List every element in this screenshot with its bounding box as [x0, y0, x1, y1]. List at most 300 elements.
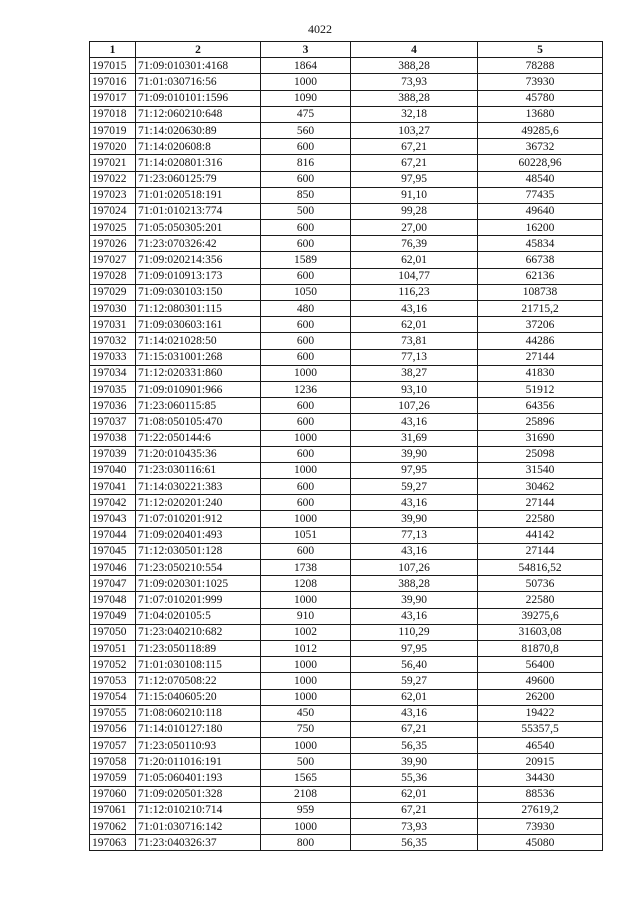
row-number-cell: 197048 — [90, 592, 136, 608]
cadastral-number-cell: 71:23:050118:89 — [136, 640, 261, 656]
row-number-cell: 197035 — [90, 381, 136, 397]
cadastral-number-cell: 71:05:050305:201 — [136, 220, 261, 236]
rate-cell: 56,35 — [351, 738, 478, 754]
area-cell: 600 — [261, 220, 351, 236]
row-number-cell: 197029 — [90, 284, 136, 300]
table-row — [90, 592, 603, 608]
rate-cell: 73,81 — [351, 333, 478, 349]
value-cell: 41830 — [478, 365, 603, 381]
rate-cell: 39,90 — [351, 592, 478, 608]
table-row — [90, 187, 603, 203]
area-cell: 1090 — [261, 90, 351, 106]
value-cell: 22580 — [478, 592, 603, 608]
area-cell: 600 — [261, 414, 351, 430]
rate-cell: 388,28 — [351, 58, 478, 74]
value-cell: 27144 — [478, 495, 603, 511]
row-number-cell: 197040 — [90, 462, 136, 478]
rate-cell: 62,01 — [351, 786, 478, 802]
rate-cell: 55,36 — [351, 770, 478, 786]
table-header — [90, 42, 603, 58]
cadastral-number-cell: 71:20:011016:191 — [136, 754, 261, 770]
rate-cell: 97,95 — [351, 640, 478, 656]
value-cell: 49285,6 — [478, 122, 603, 138]
cadastral-number-cell: 71:08:060210:118 — [136, 705, 261, 721]
value-cell: 48540 — [478, 171, 603, 187]
area-cell: 850 — [261, 187, 351, 203]
value-cell: 27619,2 — [478, 802, 603, 818]
row-number-cell: 197038 — [90, 430, 136, 446]
rate-cell: 116,23 — [351, 284, 478, 300]
value-cell: 73930 — [478, 819, 603, 835]
cadastral-number-cell: 71:14:020630:89 — [136, 122, 261, 138]
row-number-cell: 197032 — [90, 333, 136, 349]
area-cell: 600 — [261, 333, 351, 349]
rate-cell: 59,27 — [351, 673, 478, 689]
value-cell: 46540 — [478, 738, 603, 754]
row-number-cell: 197062 — [90, 819, 136, 835]
value-cell: 60228,96 — [478, 155, 603, 171]
table-row — [90, 317, 603, 333]
area-cell: 600 — [261, 236, 351, 252]
row-number-cell: 197023 — [90, 187, 136, 203]
value-cell: 25098 — [478, 446, 603, 462]
area-cell: 959 — [261, 802, 351, 818]
table-row — [90, 365, 603, 381]
row-number-cell: 197033 — [90, 349, 136, 365]
rate-cell: 43,16 — [351, 495, 478, 511]
area-cell: 1000 — [261, 511, 351, 527]
area-cell: 600 — [261, 479, 351, 495]
row-number-cell: 197030 — [90, 301, 136, 317]
table-row — [90, 462, 603, 478]
row-number-cell: 197058 — [90, 754, 136, 770]
row-number-cell: 197018 — [90, 106, 136, 122]
table-row — [90, 446, 603, 462]
rate-cell: 388,28 — [351, 576, 478, 592]
table-row — [90, 349, 603, 365]
row-number-cell: 197053 — [90, 673, 136, 689]
table-row — [90, 705, 603, 721]
area-cell: 1000 — [261, 657, 351, 673]
table-row — [90, 495, 603, 511]
table-row — [90, 301, 603, 317]
value-cell: 20915 — [478, 754, 603, 770]
cadastral-number-cell: 71:14:020801:316 — [136, 155, 261, 171]
rate-cell: 76,39 — [351, 236, 478, 252]
row-number-cell: 197054 — [90, 689, 136, 705]
table-row — [90, 479, 603, 495]
rate-cell: 91,10 — [351, 187, 478, 203]
cadastral-number-cell: 71:12:060210:648 — [136, 106, 261, 122]
table-row — [90, 754, 603, 770]
row-number-cell: 197037 — [90, 414, 136, 430]
table-row — [90, 171, 603, 187]
area-cell: 1000 — [261, 592, 351, 608]
table-row — [90, 333, 603, 349]
rate-cell: 43,16 — [351, 608, 478, 624]
rate-cell: 56,35 — [351, 835, 478, 851]
rate-cell: 104,77 — [351, 268, 478, 284]
row-number-cell: 197026 — [90, 236, 136, 252]
value-cell: 31690 — [478, 430, 603, 446]
table-row — [90, 673, 603, 689]
area-cell: 1000 — [261, 819, 351, 835]
cadastral-number-cell: 71:01:010213:774 — [136, 203, 261, 219]
row-number-cell: 197015 — [90, 58, 136, 74]
cadastral-number-cell: 71:14:020608:8 — [136, 139, 261, 155]
row-number-cell: 197061 — [90, 802, 136, 818]
value-cell: 45780 — [478, 90, 603, 106]
row-number-cell: 197051 — [90, 640, 136, 656]
row-number-cell: 197060 — [90, 786, 136, 802]
rate-cell: 31,69 — [351, 430, 478, 446]
rate-cell: 107,26 — [351, 398, 478, 414]
area-cell: 450 — [261, 705, 351, 721]
header-col-4: 4 — [351, 42, 478, 58]
value-cell: 25896 — [478, 414, 603, 430]
page-number: 4022 — [308, 22, 332, 36]
row-number-cell: 197022 — [90, 171, 136, 187]
header-row — [90, 42, 603, 58]
value-cell: 22580 — [478, 511, 603, 527]
rate-cell: 62,01 — [351, 317, 478, 333]
rate-cell: 43,16 — [351, 414, 478, 430]
cadastral-number-cell: 71:12:010210:714 — [136, 802, 261, 818]
table-row — [90, 139, 603, 155]
row-number-cell: 197021 — [90, 155, 136, 171]
table-row — [90, 721, 603, 737]
table-row — [90, 90, 603, 106]
table-row — [90, 236, 603, 252]
cadastral-number-cell: 71:05:060401:193 — [136, 770, 261, 786]
cadastral-number-cell: 71:09:010301:4168 — [136, 58, 261, 74]
table-row — [90, 786, 603, 802]
rate-cell: 39,90 — [351, 446, 478, 462]
area-cell: 1208 — [261, 576, 351, 592]
cadastral-number-cell: 71:09:010101:1596 — [136, 90, 261, 106]
value-cell: 13680 — [478, 106, 603, 122]
value-cell: 36732 — [478, 139, 603, 155]
table-row — [90, 414, 603, 430]
row-number-cell: 197049 — [90, 608, 136, 624]
rate-cell: 107,26 — [351, 560, 478, 576]
cadastral-number-cell: 71:09:020401:493 — [136, 527, 261, 543]
table-row — [90, 74, 603, 90]
rate-cell: 67,21 — [351, 139, 478, 155]
area-cell: 1236 — [261, 381, 351, 397]
row-number-cell: 197045 — [90, 543, 136, 559]
area-cell: 1565 — [261, 770, 351, 786]
rate-cell: 99,28 — [351, 203, 478, 219]
rate-cell: 388,28 — [351, 90, 478, 106]
rate-cell: 110,29 — [351, 624, 478, 640]
row-number-cell: 197043 — [90, 511, 136, 527]
row-number-cell: 197046 — [90, 560, 136, 576]
row-number-cell: 197036 — [90, 398, 136, 414]
table-row — [90, 511, 603, 527]
value-cell: 30462 — [478, 479, 603, 495]
area-cell: 1864 — [261, 58, 351, 74]
row-number-cell: 197055 — [90, 705, 136, 721]
header-col-1: 1 — [90, 42, 136, 58]
cadastral-number-cell: 71:14:010127:180 — [136, 721, 261, 737]
area-cell: 816 — [261, 155, 351, 171]
table-row — [90, 381, 603, 397]
rate-cell: 56,40 — [351, 657, 478, 673]
value-cell: 27144 — [478, 543, 603, 559]
area-cell: 2108 — [261, 786, 351, 802]
value-cell: 39275,6 — [478, 608, 603, 624]
value-cell: 55357,5 — [478, 721, 603, 737]
rate-cell: 62,01 — [351, 689, 478, 705]
cadastral-number-cell: 71:09:030103:150 — [136, 284, 261, 300]
cadastral-number-cell: 71:09:010901:966 — [136, 381, 261, 397]
cadastral-number-cell: 71:23:070326:42 — [136, 236, 261, 252]
table-row — [90, 284, 603, 300]
area-cell: 800 — [261, 835, 351, 851]
value-cell: 34430 — [478, 770, 603, 786]
area-cell: 1051 — [261, 527, 351, 543]
area-cell: 910 — [261, 608, 351, 624]
value-cell: 19422 — [478, 705, 603, 721]
cadastral-number-cell: 71:04:020105:5 — [136, 608, 261, 624]
row-number-cell: 197041 — [90, 479, 136, 495]
area-cell: 1738 — [261, 560, 351, 576]
area-cell: 1000 — [261, 738, 351, 754]
table-row — [90, 624, 603, 640]
row-number-cell: 197031 — [90, 317, 136, 333]
rate-cell: 73,93 — [351, 74, 478, 90]
row-number-cell: 197020 — [90, 139, 136, 155]
area-cell: 475 — [261, 106, 351, 122]
cadastral-number-cell: 71:12:030501:128 — [136, 543, 261, 559]
table-row — [90, 802, 603, 818]
table-row — [90, 220, 603, 236]
rate-cell: 38,27 — [351, 365, 478, 381]
row-number-cell: 197059 — [90, 770, 136, 786]
value-cell: 78288 — [478, 58, 603, 74]
area-cell: 1000 — [261, 462, 351, 478]
row-number-cell: 197025 — [90, 220, 136, 236]
cadastral-number-cell: 71:23:030116:61 — [136, 462, 261, 478]
value-cell: 77435 — [478, 187, 603, 203]
value-cell: 56400 — [478, 657, 603, 673]
row-number-cell: 197052 — [90, 657, 136, 673]
area-cell: 600 — [261, 543, 351, 559]
header-col-2: 2 — [136, 42, 261, 58]
area-cell: 1012 — [261, 640, 351, 656]
value-cell: 73930 — [478, 74, 603, 90]
table-row — [90, 122, 603, 138]
value-cell: 64356 — [478, 398, 603, 414]
row-number-cell: 197063 — [90, 835, 136, 851]
cadastral-number-cell: 71:23:050110:93 — [136, 738, 261, 754]
cadastral-number-cell: 71:01:030108:115 — [136, 657, 261, 673]
row-number-cell: 197028 — [90, 268, 136, 284]
area-cell: 600 — [261, 398, 351, 414]
cadastral-number-cell: 71:09:020214:356 — [136, 252, 261, 268]
cadastral-number-cell: 71:09:020301:1025 — [136, 576, 261, 592]
cadastral-number-cell: 71:14:030221:383 — [136, 479, 261, 495]
area-cell: 600 — [261, 268, 351, 284]
cadastral-number-cell: 71:01:020518:191 — [136, 187, 261, 203]
table-row — [90, 640, 603, 656]
cadastral-number-cell: 71:12:080301:115 — [136, 301, 261, 317]
cadastral-table — [89, 41, 603, 851]
value-cell: 26200 — [478, 689, 603, 705]
value-cell: 45834 — [478, 236, 603, 252]
area-cell: 600 — [261, 317, 351, 333]
rate-cell: 43,16 — [351, 543, 478, 559]
area-cell: 1589 — [261, 252, 351, 268]
value-cell: 54816,52 — [478, 560, 603, 576]
area-cell: 600 — [261, 171, 351, 187]
cadastral-number-cell: 71:01:030716:56 — [136, 74, 261, 90]
cadastral-number-cell: 71:23:040326:37 — [136, 835, 261, 851]
area-cell: 600 — [261, 349, 351, 365]
row-number-cell: 197016 — [90, 74, 136, 90]
table-row — [90, 657, 603, 673]
table-row — [90, 203, 603, 219]
table-row — [90, 608, 603, 624]
cadastral-number-cell: 71:23:060125:79 — [136, 171, 261, 187]
rate-cell: 59,27 — [351, 479, 478, 495]
row-number-cell: 197019 — [90, 122, 136, 138]
rate-cell: 97,95 — [351, 462, 478, 478]
cadastral-number-cell: 71:07:010201:912 — [136, 511, 261, 527]
cadastral-number-cell: 71:01:030716:142 — [136, 819, 261, 835]
row-number-cell: 197050 — [90, 624, 136, 640]
area-cell: 600 — [261, 139, 351, 155]
table-row — [90, 738, 603, 754]
cadastral-number-cell: 71:09:030603:161 — [136, 317, 261, 333]
value-cell: 27144 — [478, 349, 603, 365]
area-cell: 750 — [261, 721, 351, 737]
rate-cell: 39,90 — [351, 511, 478, 527]
area-cell: 500 — [261, 754, 351, 770]
rate-cell: 73,93 — [351, 819, 478, 835]
table-row — [90, 576, 603, 592]
header-col-3: 3 — [261, 42, 351, 58]
area-cell: 1002 — [261, 624, 351, 640]
area-cell: 560 — [261, 122, 351, 138]
rate-cell: 27,00 — [351, 220, 478, 236]
row-number-cell: 197057 — [90, 738, 136, 754]
cadastral-number-cell: 71:23:040210:682 — [136, 624, 261, 640]
cadastral-number-cell: 71:12:020201:240 — [136, 495, 261, 511]
rate-cell: 43,16 — [351, 705, 478, 721]
value-cell: 31603,08 — [478, 624, 603, 640]
table-row — [90, 430, 603, 446]
area-cell: 1000 — [261, 689, 351, 705]
value-cell: 88536 — [478, 786, 603, 802]
area-cell: 600 — [261, 495, 351, 511]
cadastral-number-cell: 71:12:020331:860 — [136, 365, 261, 381]
value-cell: 51912 — [478, 381, 603, 397]
table-row — [90, 770, 603, 786]
table-row — [90, 543, 603, 559]
cadastral-number-cell: 71:07:010201:999 — [136, 592, 261, 608]
cadastral-number-cell: 71:12:070508:22 — [136, 673, 261, 689]
area-cell: 480 — [261, 301, 351, 317]
cadastral-number-cell: 71:15:031001:268 — [136, 349, 261, 365]
value-cell: 21715,2 — [478, 301, 603, 317]
cadastral-number-cell: 71:20:010435:36 — [136, 446, 261, 462]
area-cell: 1000 — [261, 74, 351, 90]
cadastral-number-cell: 71:23:060115:85 — [136, 398, 261, 414]
value-cell: 16200 — [478, 220, 603, 236]
cadastral-number-cell: 71:09:020501:328 — [136, 786, 261, 802]
cadastral-number-cell: 71:08:050105:470 — [136, 414, 261, 430]
rate-cell: 67,21 — [351, 802, 478, 818]
table-row — [90, 398, 603, 414]
rate-cell: 103,27 — [351, 122, 478, 138]
table-row — [90, 155, 603, 171]
cadastral-number-cell: 71:14:021028:50 — [136, 333, 261, 349]
area-cell: 1000 — [261, 673, 351, 689]
table-row — [90, 819, 603, 835]
rate-cell: 97,95 — [351, 171, 478, 187]
row-number-cell: 197017 — [90, 90, 136, 106]
row-number-cell: 197027 — [90, 252, 136, 268]
value-cell: 108738 — [478, 284, 603, 300]
table-row — [90, 527, 603, 543]
value-cell: 66738 — [478, 252, 603, 268]
rate-cell: 93,10 — [351, 381, 478, 397]
cadastral-number-cell: 71:09:010913:173 — [136, 268, 261, 284]
value-cell: 45080 — [478, 835, 603, 851]
value-cell: 81870,8 — [478, 640, 603, 656]
area-cell: 500 — [261, 203, 351, 219]
rate-cell: 67,21 — [351, 155, 478, 171]
area-cell: 1000 — [261, 365, 351, 381]
rate-cell: 43,16 — [351, 301, 478, 317]
row-number-cell: 197024 — [90, 203, 136, 219]
rate-cell: 39,90 — [351, 754, 478, 770]
table-row — [90, 560, 603, 576]
table-row — [90, 106, 603, 122]
rate-cell: 62,01 — [351, 252, 478, 268]
table-row — [90, 252, 603, 268]
rate-cell: 67,21 — [351, 721, 478, 737]
row-number-cell: 197039 — [90, 446, 136, 462]
area-cell: 600 — [261, 446, 351, 462]
rate-cell: 32,18 — [351, 106, 478, 122]
row-number-cell: 197044 — [90, 527, 136, 543]
rate-cell: 77,13 — [351, 527, 478, 543]
table-row — [90, 689, 603, 705]
area-cell: 1050 — [261, 284, 351, 300]
cadastral-number-cell: 71:23:050210:554 — [136, 560, 261, 576]
area-cell: 1000 — [261, 430, 351, 446]
row-number-cell: 197042 — [90, 495, 136, 511]
table-body — [90, 58, 603, 851]
header-col-5: 5 — [478, 42, 603, 58]
table-row — [90, 58, 603, 74]
value-cell: 44286 — [478, 333, 603, 349]
value-cell: 49640 — [478, 203, 603, 219]
value-cell: 37206 — [478, 317, 603, 333]
table-row — [90, 268, 603, 284]
row-number-cell: 197056 — [90, 721, 136, 737]
cadastral-number-cell: 71:22:050144:6 — [136, 430, 261, 446]
row-number-cell: 197047 — [90, 576, 136, 592]
value-cell: 49600 — [478, 673, 603, 689]
value-cell: 62136 — [478, 268, 603, 284]
cadastral-number-cell: 71:15:040605:20 — [136, 689, 261, 705]
rate-cell: 77,13 — [351, 349, 478, 365]
value-cell: 31540 — [478, 462, 603, 478]
